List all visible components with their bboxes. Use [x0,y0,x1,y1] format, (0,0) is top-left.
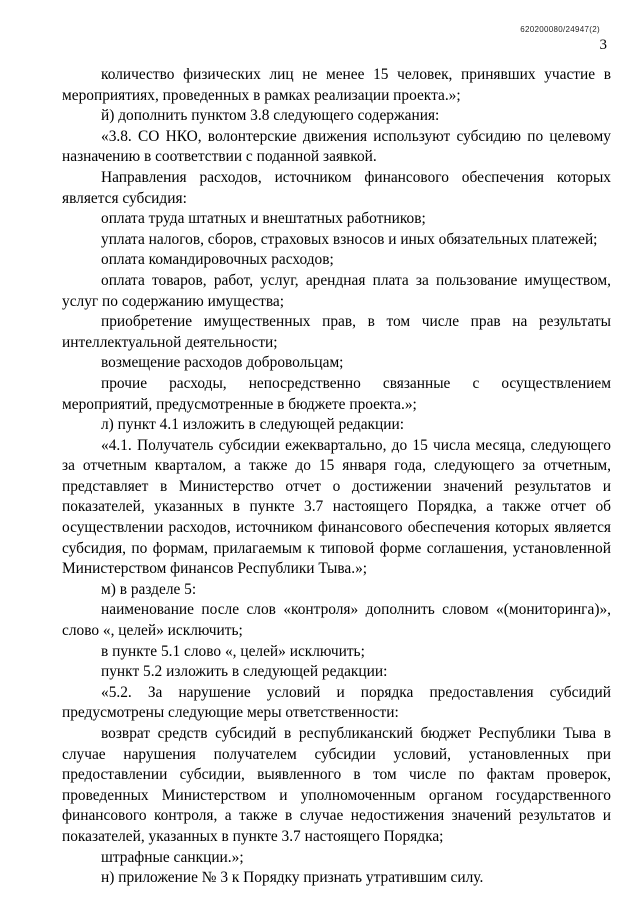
paragraph: оплата труда штатных и внештатных работников; [101,210,426,228]
paragraph: «5.2. За нарушение условий и порядка предоставления субсидий предусмотрены следующие меры ответственности: [62,683,611,722]
paragraph: н) приложение № 3 к Порядку признать утратившим силу. [101,869,484,887]
paragraph: «4.1. Получатель субсидии ежеквартально, до 15 числа месяца, следующего за отчетным кварталом, а также до 15 января года, следующего за отчетным, представляет в Министерство отчет о достижении значений результатов и показателей, указанных в пункте 3.7 настоящего Порядка, а также отчет об осуществлении расходов, источником финансового обеспечения которых является субсидия, по формам, прилагаемым к типовой форме соглашения, установленной Министерством финансов Республики Тыва.»; [62,436,611,578]
paragraph: пункт 5.2 изложить в следующей редакции: [101,663,388,681]
paragraph: оплата товаров, работ, услуг, арендная плата за пользование имуществом, услуг по содержанию имущества; [62,271,611,310]
paragraph: штрафные санкции.»; [101,848,244,866]
paragraph: в пункте 5.1 слово «, целей» исключить; [101,642,365,660]
paragraph: прочие расходы, непосредственно связанные с осуществлением мероприятий, предусмотренные в бюджете проекта.»; [62,374,611,413]
paragraph: й) дополнить пунктом 3.8 следующего содержания: [101,107,440,125]
paragraph: возврат средств субсидий в республиканский бюджет Республики Тыва в случае нарушения получателем субсидии условий, установленных при предоставлении субсидии, выявленного в том числе по фактам проверок, проведенных Министерством и уполномоченным органом государственного финансового контроля, а также в случае недостижения значений результатов и показателей, указанных в пункте 3.7 настоящего Порядка; [62,725,611,845]
paragraph: количество физических лиц не менее 15 человек, принявших участие в мероприятиях, проведенных в рамках реализации проекта.»; [62,66,611,104]
paragraph: наименование после слов «контроля» дополнить словом «(мониторинга)», слово «, целей» исключить; [62,601,611,640]
paragraph: оплата командировочных расходов; [101,251,334,269]
document-body [62,65,611,889]
paragraph: м) в разделе 5: [101,580,197,598]
paragraph: «3.8. СО НКО, волонтерские движения используют субсидию по целевому назначению в соответствии с поданной заявкой. [62,127,611,166]
paragraph: приобретение имущественных прав, в том числе прав на результаты интеллектуальной деятельности; [62,313,611,351]
paragraph: Направления расходов, источником финансового обеспечения которых является субсидия: [62,168,611,207]
document-id: 620200080/24947(2) [520,25,600,34]
paragraph: л) пункт 4.1 изложить в следующей редакции: [101,416,405,434]
paragraph: возмещение расходов добровольцам; [101,354,344,372]
page-number: 3 [599,37,607,53]
paragraph: уплата налогов, сборов, страховых взносов и иных обязательных платежей; [101,230,598,248]
